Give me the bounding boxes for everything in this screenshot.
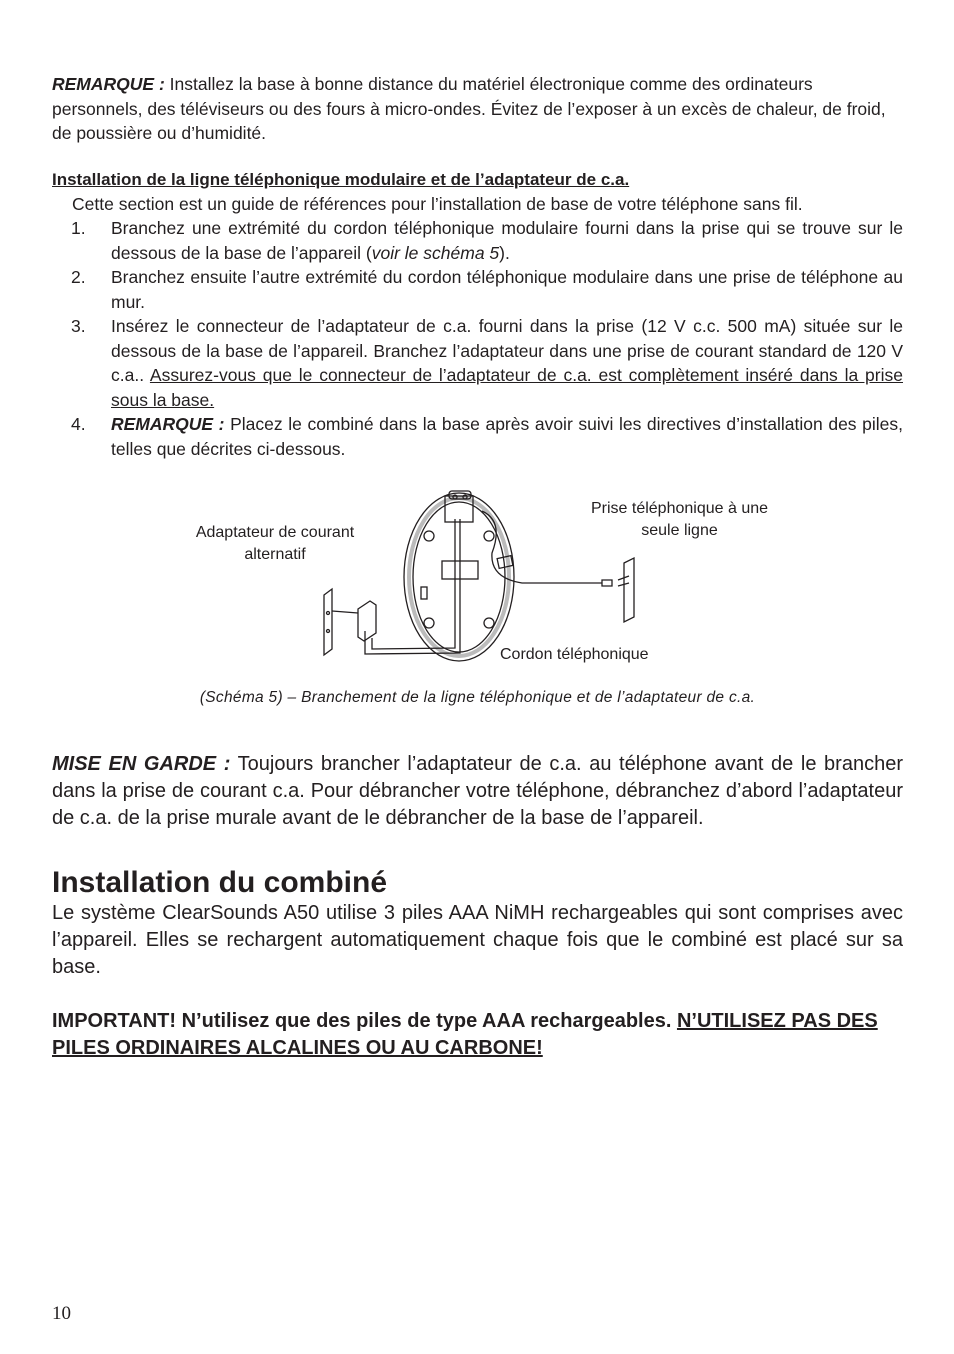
note-label: REMARQUE : bbox=[52, 74, 165, 94]
steps-list bbox=[52, 216, 903, 461]
step-item bbox=[52, 412, 903, 461]
section-title: Installation de la ligne téléphonique modulaire et de l’adaptateur de c.a. bbox=[52, 169, 630, 189]
step-item bbox=[52, 216, 903, 265]
step-text-underlined: Assurez-vous que le connecteur de l’adaptateur de c.a. est complètement inséré dans la prise sous la base. bbox=[111, 365, 903, 410]
step-text: Branchez ensuite l’autre extrémité du cordon téléphonique modulaire dans une prise de téléphone au mur. bbox=[111, 267, 903, 312]
page-content bbox=[52, 72, 903, 1062]
important-underlined: N’UTILISEZ PAS DES PILES ORDINAIRES ALCALINES OU AU CARBONE! bbox=[52, 1010, 878, 1059]
step-number: 3. bbox=[71, 316, 86, 336]
page-number: 10 bbox=[52, 1303, 71, 1324]
label-phone-cord: Cordon téléphonique bbox=[500, 646, 649, 663]
important-notice bbox=[52, 1008, 903, 1062]
step-item bbox=[52, 265, 903, 314]
note-text: Installez la base à bonne distance du matériel électronique comme des ordinateurs personnels, des téléviseurs ou des fours à micro-ondes. Évitez de l’exposer à un excès de chaleur, de froid, de poussière ou d’humidité. bbox=[52, 74, 886, 143]
label-phone-jack: Prise téléphonique à une seule ligne bbox=[590, 500, 769, 539]
warning-label: MISE EN GARDE : bbox=[52, 753, 231, 775]
step-note-label: REMARQUE : bbox=[111, 414, 225, 434]
step-text-end: ). bbox=[499, 242, 510, 263]
label-adapter: Adaptateur de courant alternatif bbox=[195, 524, 355, 563]
step-text-italic: voir le schéma 5 bbox=[371, 242, 500, 263]
step-number: 1. bbox=[71, 218, 86, 238]
handset-text: Le système ClearSounds A50 utilise 3 piles AAA NiMH rechargeables qui sont comprises avec l’appareil. Elles se rechargent automatiquement chaque fois que le combiné est placé sur sa base. bbox=[52, 902, 903, 978]
handset-heading: Installation du combiné bbox=[52, 866, 388, 899]
figure-caption: (Schéma 5) – Branchement de la ligne téléphonique et de l’adaptateur de c.a. bbox=[199, 689, 756, 706]
note-top bbox=[52, 72, 903, 146]
section-intro: Cette section est un guide de références pour l’installation de base de votre téléphone sans fil. bbox=[72, 193, 803, 214]
step-item bbox=[52, 314, 903, 412]
step-text: Insérez le connecteur de l’adaptateur de c.a. fourni dans la prise (12 V c.c. 500 mA) située sur le dessous de la base de l’appareil. Branchez l’adaptateur dans une prise de courant standard de 120 V c.a.. bbox=[111, 316, 903, 385]
warning-text: Toujours brancher l’adaptateur de c.a. au téléphone avant de le brancher dans la prise de courant c.a. Pour débrancher votre téléphone, débranchez d’abord l’adaptateur de c.a. de la prise murale avant de le débrancher de la base de l’appareil. bbox=[52, 753, 903, 829]
step-number: 4. bbox=[71, 414, 86, 434]
step-text: Branchez une extrémité du cordon téléphonique modulaire fourni dans la prise qui se trouve sur le dessous de la base de l’appareil ( bbox=[111, 218, 903, 263]
step-text: Placez le combiné dans la base après avoir suivi les directives d’installation des piles, telles que décrites ci-dessous. bbox=[111, 414, 903, 459]
step-number: 2. bbox=[71, 267, 86, 287]
warning-paragraph bbox=[52, 751, 903, 832]
connection-diagram bbox=[52, 473, 903, 721]
important-text: IMPORTANT! N’utilisez que des piles de type AAA rechargeables. bbox=[52, 1010, 677, 1032]
